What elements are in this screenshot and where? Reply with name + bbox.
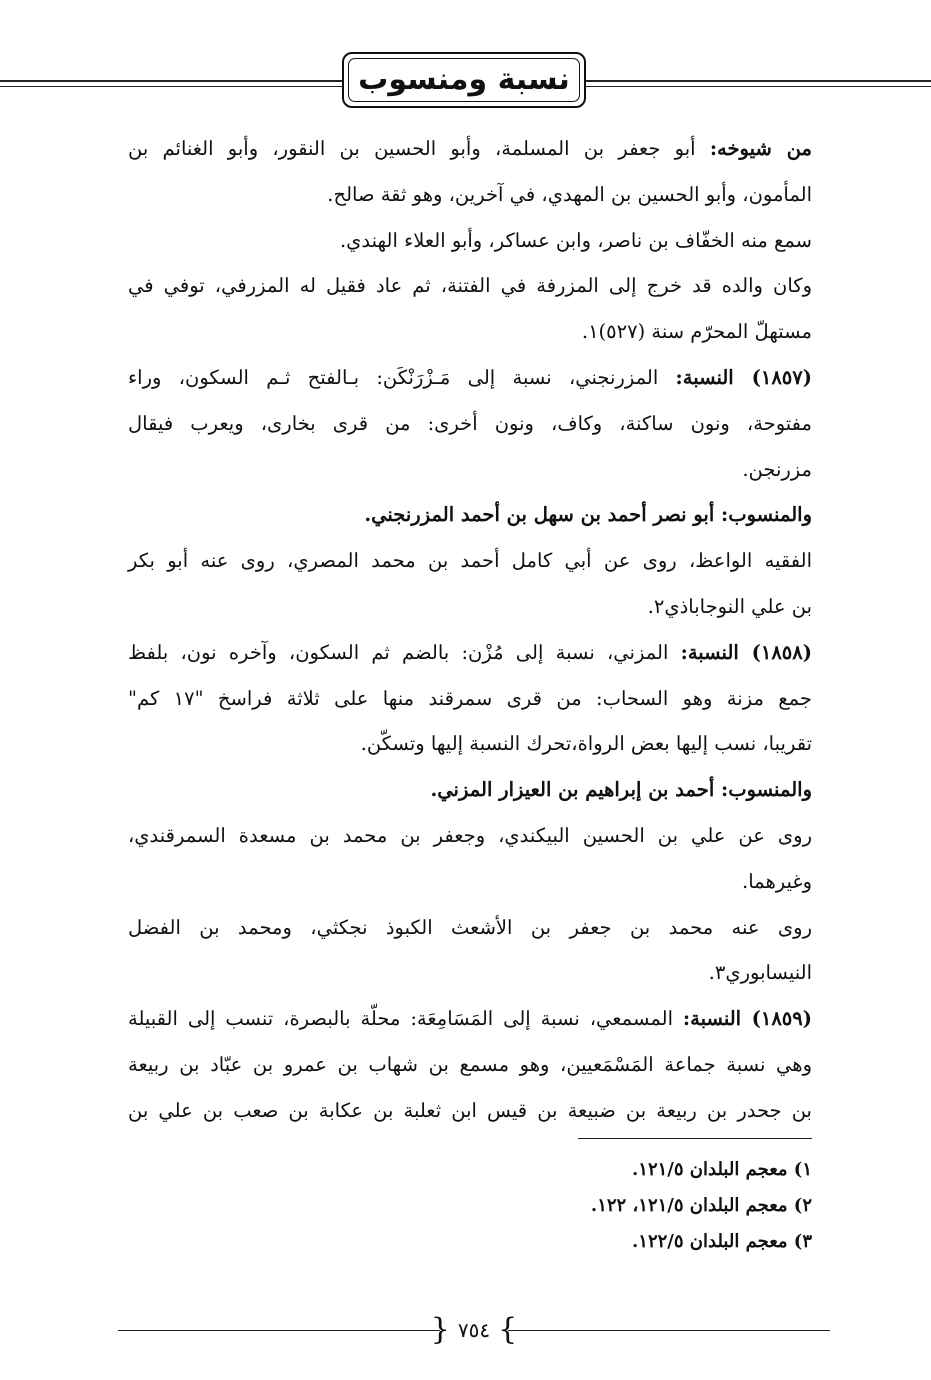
header-rule-right-bottom [586, 86, 931, 87]
main-text [128, 126, 812, 1134]
header-rule-right-top [586, 80, 931, 82]
text-run: المزرنجني، نسبة إلى مَـزْرَنْكَن: بـالفتح ثـم السكون، وراء [128, 365, 676, 389]
text-run: النيسابوري٣. [708, 961, 812, 985]
text-line [128, 721, 812, 767]
text-run: المزني، نسبة إلى مُزْن: بالضم ثم السكون، وآخره نون، بلفظ [128, 640, 681, 664]
footnotes [560, 1152, 812, 1260]
text-line [128, 447, 812, 493]
text-run: روى عن علي بن الحسين البيكندي، وجعفر بن محمد بن مسعدة السمرقندي، [128, 823, 812, 847]
text-run: المسمعي، نسبة إلى المَسَامِعَة: محلّة بالبصرة، تنسب إلى القبيلة [128, 1007, 683, 1031]
footnote-item: ٣) معجم البلدان ١٢٢/٥. [632, 1231, 812, 1252]
entry-heading: (١٨٥٩) النسبة: [682, 1007, 812, 1031]
text-line [128, 309, 812, 355]
page-header-title: نسبة ومنسوب [358, 62, 570, 97]
footnote-item: ٢) معجم البلدان ١٢١/٥، ١٢٢. [590, 1195, 812, 1216]
header-rule-left-bottom [0, 86, 342, 87]
mansub-heading: والمنسوب: أبو نصر أحمد بن سهل بن أحمد المزرنجني. [364, 503, 812, 527]
header-title-inner-frame [348, 58, 580, 102]
text-run: مزرنجن. [742, 457, 812, 481]
text-line [128, 1088, 812, 1134]
mansub-heading: والمنسوب: أحمد بن إبراهيم بن العيزار المزني. [430, 778, 812, 802]
text-line [128, 355, 812, 401]
text-run: الفقيه الواعظ، روى عن أبي كامل أحمد بن محمد المصري، روى عنه أبو بكر [128, 549, 812, 573]
text-run: بن علي النوجاباذي٢. [647, 594, 812, 618]
text-run: وكان والده قد خرج إلى المزرفة في الفتنة، ثم عاد فقيل له المزرفي، توفي في [128, 274, 812, 298]
text-run: أبو جعفر بن المسلمة، وأبو الحسين بن النقور، وأبو الغنائم بن [128, 137, 710, 160]
footnote-separator [578, 1138, 812, 1139]
text-run: بن جحدر بن ربيعة بن ضبيعة بن قيس ابن ثعلبة بن عكابة بن صعب بن علي بن [128, 1098, 812, 1122]
text-run: مستهلّ المحرّم سنة (٥٢٧)١. [581, 320, 812, 344]
text-line [128, 172, 812, 218]
text-bold: من شيوخه: [709, 137, 812, 160]
footer-rule-right [508, 1330, 830, 1331]
text-run: روى عنه محمد بن جعفر بن الأشعث الكبوذ نجكثي، ومحمد بن الفضل [128, 915, 812, 939]
text-line [128, 676, 812, 722]
entry-heading: (١٨٥٧) النسبة: [675, 365, 812, 389]
footer-rule-left [118, 1330, 440, 1331]
left-brace: { [430, 1312, 450, 1347]
text-run: المأمون، وأبو الحسين بن المهدي، في آخرين، وهو ثقة صالح. [327, 182, 812, 206]
entry-heading: (١٨٥٨) النسبة: [680, 640, 812, 664]
text-line [128, 538, 812, 584]
header-rule-left-top [0, 80, 342, 82]
text-line [128, 492, 812, 538]
text-line [128, 950, 812, 996]
text-run: سمع منه الخفّاف بن ناصر، وابن عساكر، وأبو العلاء الهندي. [339, 228, 812, 252]
text-run: جمع مزنة وهو السحاب: من قرى سمرقند منها على ثلاثة فراسخ "١٧ كم" [128, 686, 812, 710]
text-run: تقريبا، نسب إليها بعض الرواة،تحرك النسبة إليها وتسكّن. [360, 732, 812, 756]
text-line [128, 263, 812, 309]
text-line [128, 1042, 812, 1088]
footnote-item: ١) معجم البلدان ١٢١/٥. [632, 1159, 812, 1180]
text-line [128, 630, 812, 676]
text-line [128, 218, 812, 264]
page-number: ٧٥٤ [457, 1318, 491, 1342]
text-line [128, 767, 812, 813]
text-line [128, 996, 812, 1042]
text-line [128, 126, 812, 172]
text-run: وغيرهما. [742, 869, 812, 893]
text-line [128, 905, 812, 951]
text-line [128, 859, 812, 905]
text-line [128, 401, 812, 447]
header-title-box [342, 52, 586, 108]
text-run: وهي نسبة جماعة المَسْمَعيين، وهو مسمع بن شهاب بن عمرو بن عبّاد بن ربيعة [128, 1052, 812, 1076]
page-number-block [430, 1312, 518, 1347]
text-line [128, 813, 812, 859]
text-line [128, 584, 812, 630]
text-run: مفتوحة، ونون ساكنة، وكاف، ونون أخرى: من قرى بخارى، ويعرب فيقال [128, 411, 812, 435]
right-brace: } [498, 1312, 518, 1347]
